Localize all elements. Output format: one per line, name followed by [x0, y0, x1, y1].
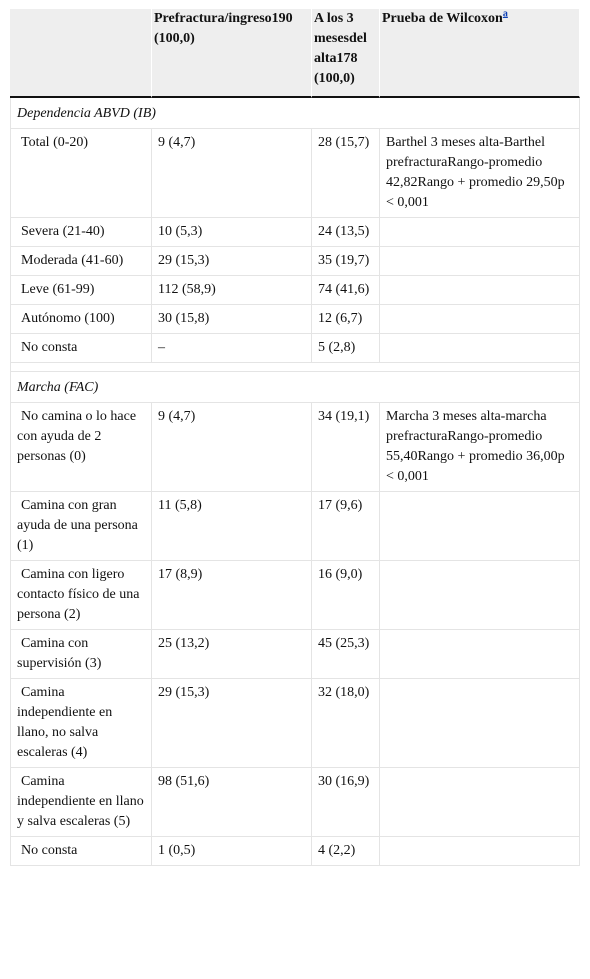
row-label: Moderada (41-60)	[10, 247, 152, 276]
table-row	[10, 561, 580, 630]
cell-prefracture: 25 (13,2)	[152, 630, 312, 679]
section-title: Marcha (FAC)	[10, 372, 580, 403]
cell-three-months: 74 (41,6)	[312, 276, 380, 305]
cell-wilcoxon	[380, 218, 580, 247]
table-row	[10, 218, 580, 247]
cell-prefracture: 10 (5,3)	[152, 218, 312, 247]
section-spacer	[10, 363, 580, 372]
row-label: Total (0-20)	[10, 129, 152, 218]
row-label: Autónomo (100)	[10, 305, 152, 334]
header-empty	[10, 9, 152, 98]
cell-prefracture: 1 (0,5)	[152, 837, 312, 866]
cell-wilcoxon: Barthel 3 meses alta-Barthel prefracturaRango-promedio 42,82Rango + promedio 29,50p < 0,001	[380, 129, 580, 218]
footnote-link[interactable]: a	[502, 8, 508, 20]
cell-wilcoxon: Marcha 3 meses alta-marcha prefracturaRango-promedio 55,40Rango + promedio 36,00p < 0,001	[380, 403, 580, 492]
cell-three-months: 32 (18,0)	[312, 679, 380, 768]
header-wilcoxon	[380, 9, 580, 98]
cell-prefracture: 98 (51,6)	[152, 768, 312, 837]
cell-wilcoxon	[380, 630, 580, 679]
cell-three-months: 35 (19,7)	[312, 247, 380, 276]
table-row	[10, 247, 580, 276]
header-three-months: A los 3 mesesdel alta178 (100,0)	[312, 9, 380, 98]
table-row	[10, 679, 580, 768]
row-label: No consta	[10, 334, 152, 363]
row-label: No camina o lo hace con ayuda de 2 personas (0)	[10, 403, 152, 492]
row-label: Severa (21-40)	[10, 218, 152, 247]
section-title: Dependencia ABVD (IB)	[10, 98, 580, 129]
cell-prefracture: 11 (5,8)	[152, 492, 312, 561]
cell-wilcoxon	[380, 334, 580, 363]
cell-prefracture: –	[152, 334, 312, 363]
header-row	[10, 9, 580, 98]
header-prefracture: Prefractura/ingreso190 (100,0)	[152, 9, 312, 98]
cell-prefracture: 17 (8,9)	[152, 561, 312, 630]
section-header-row	[10, 372, 580, 403]
cell-three-months: 34 (19,1)	[312, 403, 380, 492]
table-row	[10, 334, 580, 363]
cell-prefracture: 112 (58,9)	[152, 276, 312, 305]
cell-prefracture: 9 (4,7)	[152, 403, 312, 492]
cell-three-months: 30 (16,9)	[312, 768, 380, 837]
cell-three-months: 5 (2,8)	[312, 334, 380, 363]
table-row	[10, 305, 580, 334]
cell-wilcoxon	[380, 561, 580, 630]
cell-wilcoxon	[380, 679, 580, 768]
cell-three-months: 24 (13,5)	[312, 218, 380, 247]
cell-wilcoxon	[380, 768, 580, 837]
table-row	[10, 492, 580, 561]
results-table	[10, 9, 580, 866]
cell-prefracture: 29 (15,3)	[152, 247, 312, 276]
header-wilcoxon-label: Prueba de Wilcoxon	[382, 11, 503, 26]
row-label: Camina con supervisión (3)	[10, 630, 152, 679]
cell-three-months: 45 (25,3)	[312, 630, 380, 679]
table-row	[10, 276, 580, 305]
table-row	[10, 403, 580, 492]
cell-wilcoxon	[380, 837, 580, 866]
cell-wilcoxon	[380, 276, 580, 305]
section-header-row	[10, 98, 580, 129]
table-row	[10, 630, 580, 679]
cell-wilcoxon	[380, 247, 580, 276]
row-label: Camina independiente en llano, no salva escaleras (4)	[10, 679, 152, 768]
cell-wilcoxon	[380, 492, 580, 561]
cell-three-months: 12 (6,7)	[312, 305, 380, 334]
cell-prefracture: 30 (15,8)	[152, 305, 312, 334]
cell-three-months: 16 (9,0)	[312, 561, 380, 630]
row-label: Camina con ligero contacto físico de una persona (2)	[10, 561, 152, 630]
cell-three-months: 17 (9,6)	[312, 492, 380, 561]
table-row	[10, 129, 580, 218]
cell-prefracture: 29 (15,3)	[152, 679, 312, 768]
table-row	[10, 837, 580, 866]
cell-prefracture: 9 (4,7)	[152, 129, 312, 218]
table-row	[10, 768, 580, 837]
cell-three-months: 28 (15,7)	[312, 129, 380, 218]
row-label: Camina independiente en llano y salva escaleras (5)	[10, 768, 152, 837]
table-body	[10, 98, 580, 866]
row-label: Leve (61-99)	[10, 276, 152, 305]
cell-three-months: 4 (2,2)	[312, 837, 380, 866]
row-label: Camina con gran ayuda de una persona (1)	[10, 492, 152, 561]
cell-wilcoxon	[380, 305, 580, 334]
row-label: No consta	[10, 837, 152, 866]
